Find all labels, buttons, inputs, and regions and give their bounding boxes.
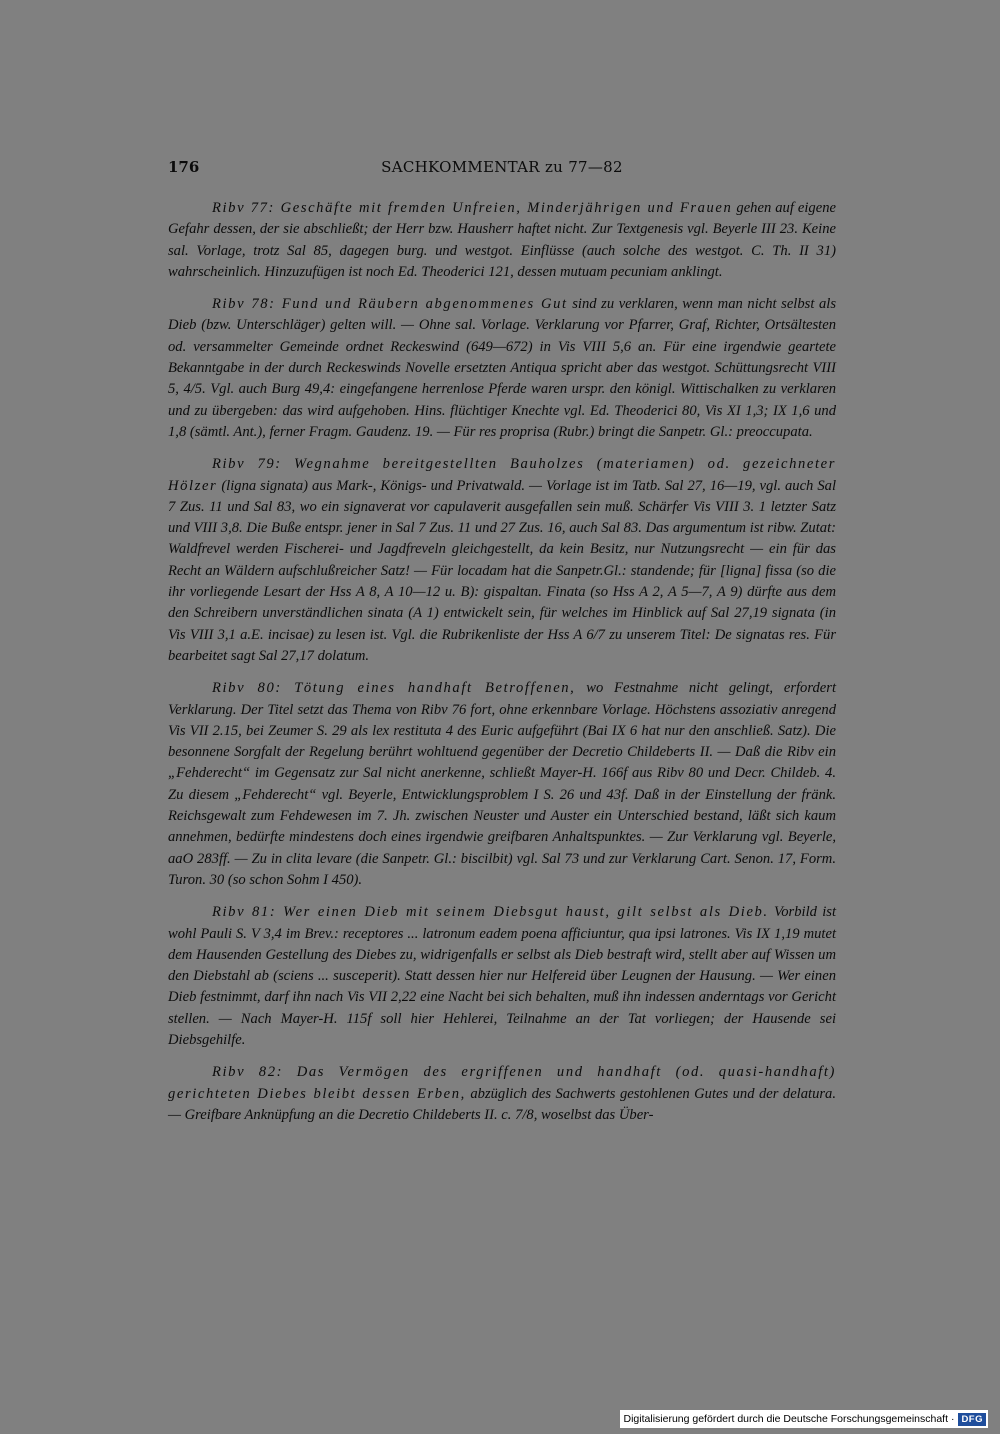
entry-ribv-82	[168, 1062, 836, 1126]
funding-notice: Digitalisierung gefördert durch die Deutsche Forschungsgemeinschaft ·	[623, 1413, 955, 1425]
running-title: SACHKOMMENTAR zu 77—82	[381, 158, 623, 176]
entry-heading: Ribv 82: Das Vermögen des ergriffenen und handhaft (od. quasi-handhaft) gerichteten Diebes bleibt dessen Erben,	[168, 1064, 836, 1102]
page-number: 176	[168, 158, 200, 176]
entry-ribv-77	[168, 198, 836, 283]
entry-text: (ligna signata) aus Mark-, Königs- und Privatwald. — Vorlage ist im Tatb. Sal 27, 16—19, vgl. auch Sal 7 Zus. 11 und Sal 83, wo ein signaverat vor capulaverit ausgefallen sein muß. Schärfer Vis VIII 3. 1 letzter Satz und VIII 3,8. Die Buße entspr. jener in Sal 7 Zus. 11 und 27 Zus. 16, auch Sal 83. Das argumentum ist ribw. Zutat: Waldfrevel werden Fischerei- und Jagdfreveln gleichgestellt, da kein Besitz, nur Nutzungsrecht — ein für das Recht an Wäldern aufschlußreicher Satz! — Für locadam hat die Sanpetr.Gl.: standende; für [ligna] fissa (so die ihr vorliegende Lesart der Hss A 8, A 10—12 u. B): gispaltan. Finata (so Hss A 2, A 5—7, A 9) dürfte aus dem den Schreibern unverständlichen sinata (A 1) entwickelt sein, für welches im Hinblick auf Sal 27,19 signata (in Vis VIII 3,1 a.E. incisae) zu lesen ist. Vgl. die Rubrikenliste der Hss A 6/7 zu unserem Titel: De signatas res. Für bearbeitet sagt Sal 27,17 dolatum.	[168, 477, 836, 664]
entry-text: sind zu verklaren, wenn man nicht selbst als Dieb (bzw. Unterschläger) gelten will. — Ohne sal. Vorlage. Verklarung vor Pfarrer, Graf, Richter, Ortsältesten od. versammelter Gemeinde ordnet Reckeswind (649—672) in Vis VIII 5,6 an. Für eine irgendwie geartete Bekanntgabe in der durch Reckeswinds Novelle ersetzten Antiqua spricht aber das westgot. Schüttungsrecht VIII 5, 4/5. Vgl. auch Burg 49,4: eingefangene herrenlose Pferde waren urspr. den königl. Wittischalken zu verklaren und zu übergeben: das wird aufgehoben. Hins. flüchtiger Knechte vgl. Ed. Theoderici 80, Vis XI 1,3; IX 1,6 und 1,8 (sämtl. Ant.), ferner Fragm. Gaudenz. 19. — Für res proprisa (Rubr.) bringt die Sanpetr. Gl.: preoccupata.	[168, 296, 836, 440]
dfg-logo-icon: DFG	[958, 1413, 986, 1426]
funding-footer	[620, 1410, 988, 1428]
entry-heading: Ribv 77: Geschäfte mit fremden Unfreien, Minderjährigen und Frauen	[212, 200, 733, 216]
entry-text: Vorbild ist wohl Pauli S. V 3,4 im Brev.: receptores ... latronum eadem poena afficiuntur, qua ipsi latrones. Vis IX 1,19 mutet dem Hausenden Gestellung des Diebes zu, widrigenfalls er selbst als Dieb bestraft wird, stellt aber auf Wissen um den Diebstahl ab (sciens ... susceperit). Statt dessen hier nur Helfereid über Leugnen der Hausung. — Wer einen Dieb festnimmt, darf ihn nach Vis VII 2,22 eine Nacht bei sich behalten, muß ihn indessen anderntags vor Gericht stellen. — Nach Mayer-H. 115f soll hier Hehlerei, Teilnahme an der Tat vorliegen; der Hausende sei Diebsgehilfe.	[168, 904, 837, 1048]
commentary-body	[168, 198, 836, 1137]
entry-heading: Ribv 79: Wegnahme bereitgestellten Bauholzes (materiamen) od. gezeichneter Hölzer	[168, 456, 836, 494]
entry-ribv-81	[168, 902, 836, 1051]
entry-ribv-79	[168, 454, 836, 667]
running-head	[168, 158, 836, 184]
entry-ribv-80	[168, 678, 836, 891]
entry-text: gehen auf eigene Gefahr dessen, der sie abschließt; der Herr bzw. Hausherr haftet nicht. Zur Textgenesis vgl. Beyerle III 23. Keine sal. Vorlage, trotz Sal 85, dagegen burg. und westgot. Einflüsse (auch solche des westgot. C. Th. II 31) wahrscheinlich. Hinzuzufügen ist noch Ed. Theoderici 121, dessen mutuam pecuniam anklingt.	[168, 200, 836, 280]
entry-ribv-78	[168, 294, 836, 443]
entry-text: abzüglich des Sachwerts gestohlenen Gutes und der delatura. — Greifbare Anknüpfung an die Decretio Childeberts II. c. 7/8, woselbst das Über-	[168, 1085, 836, 1123]
entry-heading: Ribv 80: Tötung eines handhaft Betroffenen,	[212, 680, 576, 697]
entry-text: wo Festnahme nicht gelingt, erfordert Verklarung. Der Titel setzt das Thema von Ribv 76 fort, ohne erkennbare Vorlage. Höchstens assoziativ anregend Vis VII 2.15, bei Zeumer S. 29 als lex restituta 4 des Euric aufgeführt (Bai IX 6 hat nur den anschließ. Satz). Die besonnene Sorgfalt der Regelung berührt wohltuend gegenüber der Decretio Childeberts II. — Daß die Ribv ein „Fehderecht“ im Gegensatz zur Sal nicht anerkenne, schließt Mayer-H. 166f aus Ribv 80 und Decr. Childeb. 4. Zu diesem „Fehderecht“ vgl. Beyerle, Entwicklungsproblem I S. 26 und 43f. Daß in der Einstellung der fränk. Reichsgewalt zum Fehdewesen im 7. Jh. zwischen Neuster und Auster ein Unterschied bestand, läßt sich kaum annehmen, bedürfte mindestens doch eines irgendwie greifbaren Anhaltspunktes. — Zur Verklarung vgl. Beyerle, aaO 283ff. — Zu in clita levare (die Sanpetr. Gl.: biscilbit) vgl. Sal 73 und zur Verklarung Cart. Senon. 17, Form. Turon. 30 (so schon Sohm I 450).	[168, 680, 836, 888]
entry-heading: Ribv 78: Fund und Räubern abgenommenes Gut	[212, 296, 568, 313]
entry-heading: Ribv 81: Wer einen Dieb mit seinem Diebsgut haust, gilt selbst als Dieb.	[212, 904, 769, 921]
